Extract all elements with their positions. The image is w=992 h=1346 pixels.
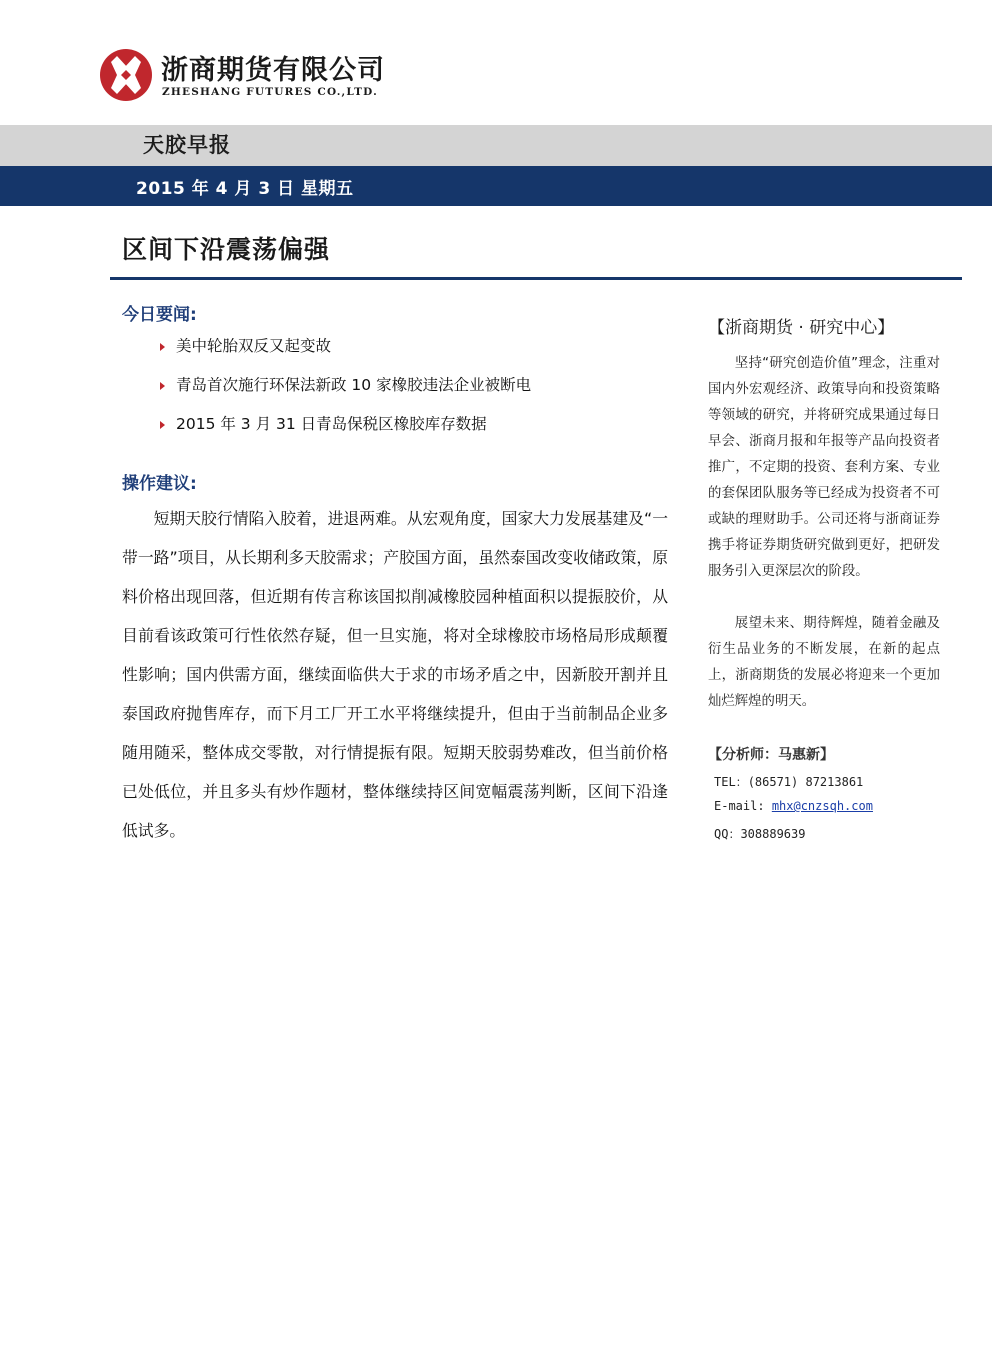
zheshang-logo-icon	[97, 46, 155, 104]
research-center-heading: 【浙商期货 · 研究中心】	[708, 318, 895, 338]
advice-body: 短期天胶行情陷入胶着，进退两难。从宏观角度，国家大力发展基建及“一带一路”项目，从长期利多天胶需求；产胶国方面，虽然泰国改变收储政策，原料价格出现回落，但近期有传言称该国拟削减橡胶园种植面积以提振胶价，从目前看该政策可行性依然存疑，但一旦实施，将对全球橡胶市场格局形成颠覆性影响；国内供需方面，继续面临供大于求的市场矛盾之中，因新胶开割并且泰国政府抛售库存，而下月工厂开工水平将继续提升，但由于当前制品企业多随用随采，整体成交零散，对行情提振有限。短期天胶弱势难改，但当前价格已处低位，并且多头有炒作题材，整体继续持区间宽幅震荡判断，区间下沿逢低试多。	[122, 509, 668, 840]
news-item[interactable]	[160, 412, 487, 434]
bullet-arrow-icon	[160, 421, 165, 429]
tel-value: (86571) 87213861	[747, 775, 864, 789]
company-name-cn: 浙商期货有限公司	[161, 55, 385, 86]
research-center-intro: 坚持“研究创造价值”理念，注重对国内外宏观经济、政策导向和投资策略等领域的研究，并将研究成果通过每日早会、浙商月报和年报等产品向投资者推广，不定期的投资、套利方案、专业的套保团队服务等已经成为投资者不可或缺的理财助手。公司还将与浙商证券携手将证券期货研究做到更好，把研发服务引入更深层次的阶段。	[708, 356, 940, 579]
report-type-band	[0, 125, 992, 166]
bullet-arrow-icon	[160, 382, 165, 390]
report-type-title: 天胶早报	[143, 133, 231, 157]
analyst-qq	[714, 825, 805, 842]
news-item-text: 青岛首次施行环保法新政 10 家橡胶违法企业被断电	[176, 376, 532, 394]
report-headline: 区间下沿震荡偏强	[122, 235, 331, 264]
news-item[interactable]	[160, 373, 531, 395]
tel-label: TEL：	[714, 775, 748, 789]
company-logo	[97, 46, 385, 104]
email-label: E-mail:	[714, 799, 765, 813]
qq-label: QQ：	[714, 827, 741, 841]
analyst-name: 【分析师：马惠新】	[708, 747, 834, 763]
qq-value: 308889639	[740, 827, 806, 841]
company-name-en: ZHESHANG FUTURES CO.,LTD.	[162, 86, 378, 98]
analyst-email	[714, 799, 873, 813]
bullet-arrow-icon	[160, 343, 165, 351]
headline-divider	[110, 277, 962, 280]
email-link[interactable]: mhx@cnzsqh.com	[771, 799, 873, 813]
date-band	[0, 166, 992, 206]
report-date: 2015 年 4 月 3 日 星期五	[136, 179, 354, 199]
advice-section-title: 操作建议:	[122, 474, 197, 494]
analyst-tel	[714, 773, 863, 790]
news-section-title: 今日要闻:	[122, 305, 197, 325]
news-item-text: 2015 年 3 月 31 日青岛保税区橡胶库存数据	[176, 415, 487, 433]
news-item-text: 美中轮胎双反又起变故	[176, 337, 332, 355]
news-item[interactable]	[160, 334, 331, 356]
research-center-outlook: 展望未来、期待辉煌，随着金融及衍生品业务的不断发展，在新的起点上，浙商期货的发展必将迎来一个更加灿烂辉煌的明天。	[708, 616, 940, 709]
